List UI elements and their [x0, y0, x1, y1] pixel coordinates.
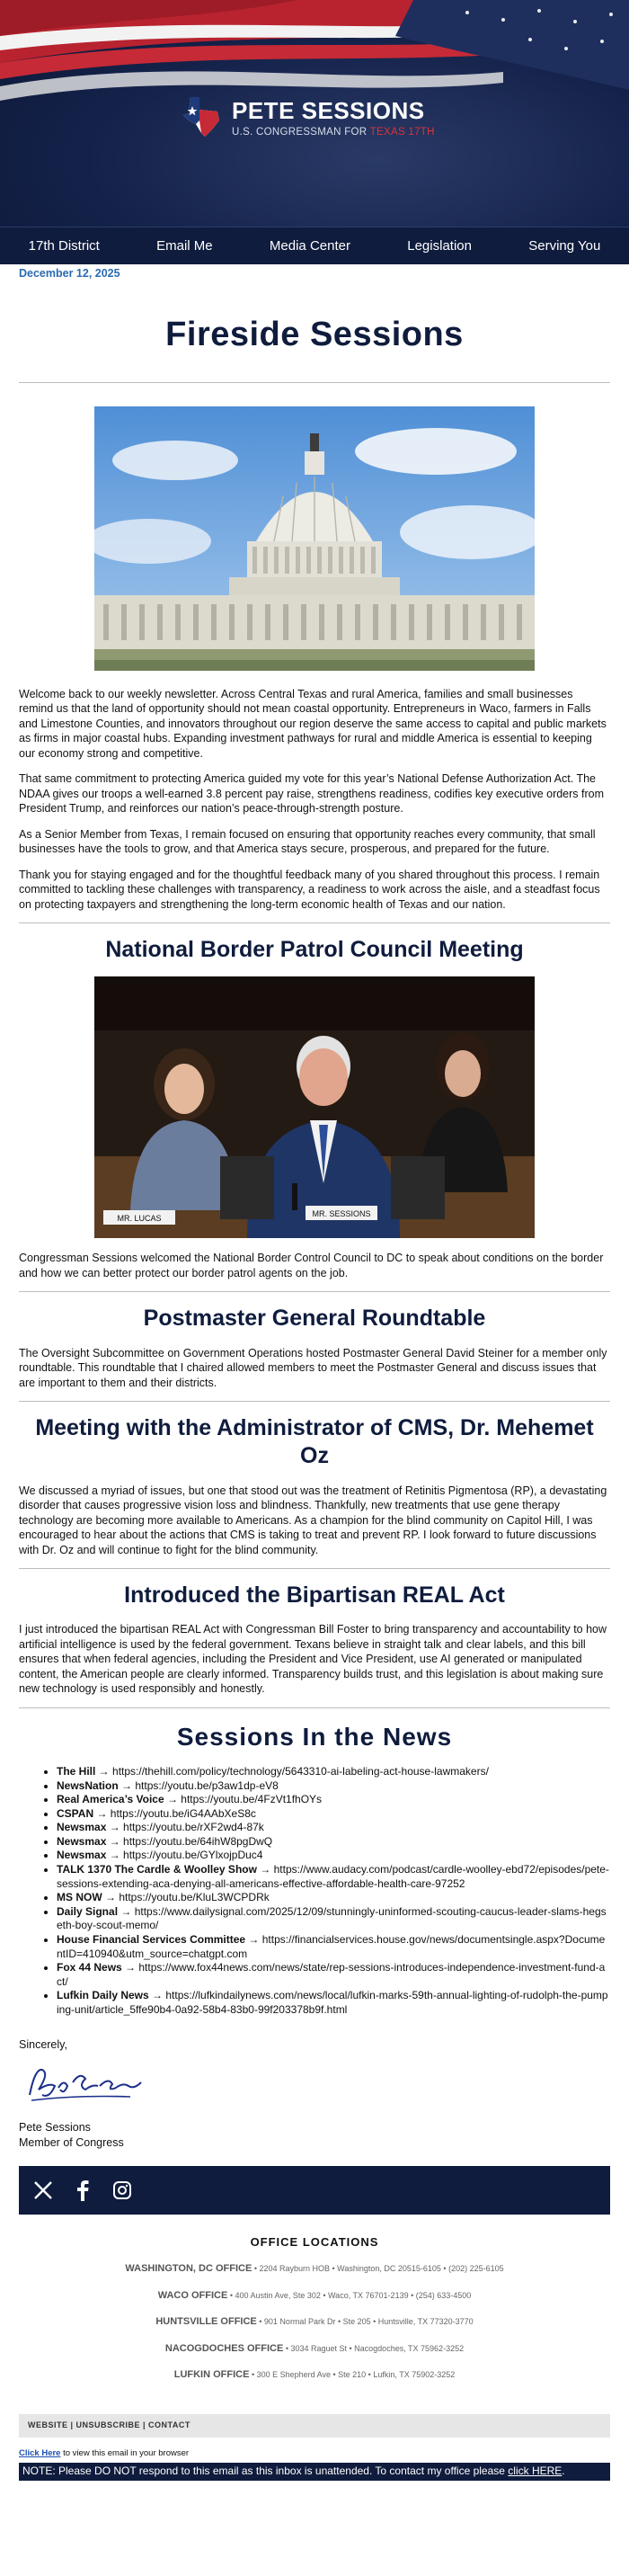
news-item — [57, 1779, 610, 1794]
divider — [19, 1568, 610, 1569]
nav-media-center[interactable]: Media Center — [269, 237, 350, 254]
news-url[interactable]: https://youtu.be/iG4AAbXeS8c — [110, 1806, 256, 1820]
facebook-icon[interactable] — [71, 2179, 94, 2202]
news-url[interactable]: https://lufkindailynews.com/news/local/lufkin-marks-59th-annual-lighting-of-rudolph-the-pumping-unit/article_5ffe90b4-0a92-58b4-83b0-99f203378b9f.html — [57, 1989, 608, 2016]
divider — [19, 382, 610, 383]
salutation: Sincerely, — [19, 2037, 67, 2051]
signer-role: Member of Congress — [19, 2135, 124, 2149]
newsletter-date: December 12, 2025 — [19, 267, 120, 280]
section-heading-border: National Border Patrol Council Meeting — [105, 937, 524, 963]
intro-paragraph: Welcome back to our weekly newsletter. Across Central Texas and rural America, families and small businesses remind us that the land of opportunity should not mean coastal opportunity. Entrepreneurs in Waco, farmers in Falls and Limestone Counties, and innovators throughout our region deserve the same access to capital and public markets as firms in major coastal hubs. Expanding investment pathways for rural and middle America is essential to keeping our economy strong and competitive. — [19, 687, 607, 760]
news-item — [57, 1807, 610, 1822]
news-source: Real America’s Voice — [57, 1793, 164, 1806]
news-item — [57, 1989, 610, 2017]
news-arrow: → — [106, 1849, 124, 1862]
news-item — [57, 1905, 610, 1933]
news-item — [57, 1835, 610, 1850]
news-item — [57, 1849, 610, 1863]
section-heading-cms: Meeting with the Administrator of CMS, Dr. Mehemet Oz — [35, 1415, 594, 1469]
divider — [19, 1401, 610, 1402]
divider — [19, 1291, 610, 1292]
news-source: The Hill — [57, 1764, 96, 1778]
news-source: House Financial Services Committee — [57, 1933, 246, 1947]
header-subtitle: U.S. CONGRESSMAN FOR TEXAS 17TH — [232, 127, 435, 138]
news-source: CSPAN — [57, 1806, 94, 1820]
news-arrow: → — [118, 1904, 135, 1918]
news-arrow: → — [106, 1821, 124, 1834]
header-logo[interactable] — [178, 90, 465, 144]
news-url[interactable]: https://financialservices.house.gov/news/documentsingle.aspx?DocumentID=410940&utm_source=chatgpt.com — [57, 1933, 606, 1960]
section-heading-real-act: Introduced the Bipartisan REAL Act — [124, 1582, 505, 1609]
office-waco: WACO OFFICE • 400 Austin Ave, Ste 302 • Waco, TX 76701-2139 • (254) 633-4500 — [157, 2289, 472, 2301]
section-body-postmaster: The Oversight Subcommittee on Government Operations hosted Postmaster General David Steiner for a member only roundtable. This roundtable that I chaired allowed members to meet the Postmaster General and discuss issues that are important to them and their districts. — [19, 1346, 607, 1389]
news-url[interactable]: https://www.audacy.com/podcast/cardle-woolley-ebd72/episodes/pete-sessions-extending-aca-denying-all-americans-effective-affordable-health-care-97252 — [57, 1863, 609, 1890]
office-huntsville: HUNTSVILLE OFFICE • 901 Normal Park Dr • Ste 205 • Huntsville, TX 77320-3770 — [155, 2316, 474, 2328]
news-source: Fox 44 News — [57, 1961, 122, 1974]
nav-email-me[interactable]: Email Me — [156, 237, 213, 254]
nav-legislation[interactable]: Legislation — [407, 237, 472, 254]
page-title: Fireside Sessions — [165, 315, 464, 353]
nameplate-center: MR. SESSIONS — [312, 1209, 371, 1219]
office-dc: WASHINGTON, DC OFFICE • 2204 Rayburn HOB • Washington, DC 20515-6105 • (202) 225-6105 — [125, 2263, 504, 2275]
news-arrow: → — [256, 1863, 274, 1876]
news-url[interactable]: https://youtu.be/KluL3WCPDRk — [119, 1891, 270, 1904]
news-arrow: → — [245, 1933, 262, 1947]
news-arrow: → — [121, 1961, 139, 1974]
unattended-note: NOTE: Please DO NOT respond to this email as this inbox is unattended. To contact my office please click HERE. — [19, 2463, 610, 2481]
news-source: TALK 1370 The Cardle & Woolley Show — [57, 1863, 257, 1876]
header-name: PETE SESSIONS — [232, 97, 425, 124]
x-icon[interactable] — [31, 2179, 55, 2202]
news-item — [57, 1891, 610, 1905]
news-url[interactable]: https://www.dailysignal.com/2025/12/09/stunningly-uninformed-scouting-caucus-leader-slams-hegseth-boy-scout-memo/ — [57, 1904, 607, 1932]
news-source: MS NOW — [57, 1891, 102, 1904]
signature-image — [22, 2059, 148, 2109]
header-banner — [0, 0, 629, 227]
texas-icon — [178, 94, 225, 140]
news-source: Newsmax — [57, 1849, 107, 1862]
section-body-real-act: I just introduced the bipartisan REAL Act with Congressman Bill Foster to bring transparency and accountability to how artificial intelligence is used by the federal government. Texans believe in straight talk and clear labels, and this bill ensures that when federal agencies, including the President and Vice President, use AI generated or manipulated content, the American people are clearly informed. Transparency builds trust, and this legislation is about making sure new technology is used responsibly and honestly. — [19, 1623, 607, 1696]
signer-name: Pete Sessions — [19, 2121, 91, 2135]
border-meeting-photo — [94, 976, 535, 1238]
contact-here-link[interactable]: click HERE — [508, 2465, 563, 2478]
news-item — [57, 1793, 610, 1807]
intro-paragraph: Thank you for staying engaged and for the thoughtful feedback many of you shared throughout this process. I remain committed to tackling these challenges with transparency, a readiness to work across the aisle, and a steadfast focus on protecting taxpayers and strengthening the long-term economic health of Texas and our nation. — [19, 868, 600, 911]
view-in-browser: Click Here to view this email in your browser — [19, 2447, 190, 2458]
news-item — [57, 1765, 610, 1779]
news-url[interactable]: https://youtu.be/p3aw1dp-eV8 — [135, 1778, 279, 1792]
news-item — [57, 1933, 610, 1961]
news-source: Newsmax — [57, 1821, 107, 1834]
instagram-icon[interactable] — [111, 2179, 134, 2202]
footer-links[interactable]: WEBSITE | UNSUBSCRIBE | CONTACT — [19, 2414, 610, 2438]
main-nav — [0, 227, 629, 264]
news-url[interactable]: https://youtu.be/64ihW8pgDwQ — [123, 1834, 273, 1848]
news-item — [57, 1821, 610, 1835]
news-arrow: → — [148, 1989, 166, 2002]
view-in-browser-link[interactable]: Click Here — [19, 2447, 61, 2458]
news-url[interactable]: https://thehill.com/policy/technology/5643310-ai-labeling-act-house-lawmakers/ — [112, 1764, 489, 1778]
news-heading: Sessions In the News — [176, 1722, 453, 1751]
social-bar — [19, 2166, 610, 2215]
news-url[interactable]: https://youtu.be/GYlxojpDuc4 — [123, 1849, 263, 1862]
office-locations — [19, 2234, 610, 2382]
news-arrow: → — [95, 1764, 113, 1778]
news-url[interactable]: https://youtu.be/4FzVt1fhOYs — [181, 1793, 323, 1806]
section-heading-postmaster: Postmaster General Roundtable — [143, 1306, 486, 1332]
news-source: NewsNation — [57, 1778, 119, 1792]
intro-paragraph: As a Senior Member from Texas, I remain focused on ensuring that opportunity reaches every community, that small businesses have the tools to grow, and that America stays secure, prosperous, and prepared for the future. — [19, 827, 596, 856]
capitol-photo — [94, 406, 535, 671]
news-arrow: → — [118, 1778, 136, 1792]
news-source: Newsmax — [57, 1834, 107, 1848]
offices-heading: OFFICE LOCATIONS — [250, 2235, 379, 2250]
news-url[interactable]: https://youtu.be/rXF2wd4-87k — [123, 1821, 264, 1834]
intro-paragraph: That same commitment to protecting America guided my vote for this year’s National Defense Authorization Act. The NDAA gives our troops a well-earned 3.8 percent pay raise, strengthens readiness, codifies key executive orders from President Trump, and reinforces our nation’s peace-through-strength posture. — [19, 772, 605, 816]
news-arrow: → — [164, 1793, 182, 1806]
news-url[interactable]: https://www.fox44news.com/news/state/rep-sessions-introduces-independence-investment-fund-act/ — [57, 1961, 606, 1988]
signature-block — [19, 2037, 610, 2151]
section-body-cms: We discussed a myriad of issues, but one that stood out was the treatment of Retinitis Pigmentosa (RP), a devastating disorder that causes progressive vision loss and blindness. Thankfully, new treatments that use gene therapy technology are becoming more available to Americans. As a champion for the blind community on Capitol Hill, I was encouraged to hear about the actions that CMS is taking to treat and prevent RP. I look forward to future discussions with Dr. Oz and will continue to fight for the blind community. — [19, 1484, 607, 1556]
nav-17th-district[interactable]: 17th District — [28, 237, 100, 254]
divider — [19, 1707, 610, 1708]
nav-serving-you[interactable]: Serving You — [528, 237, 601, 254]
news-list — [57, 1765, 610, 2018]
news-source: Lufkin Daily News — [57, 1989, 149, 2002]
news-arrow: → — [93, 1806, 111, 1820]
news-source: Daily Signal — [57, 1904, 119, 1918]
news-arrow: → — [102, 1891, 120, 1904]
section-body-border: Congressman Sessions welcomed the National Border Control Council to DC to speak about conditions on the border and how we can better protect our border patrol agents on the job. — [19, 1252, 604, 1279]
news-item — [57, 1961, 610, 1989]
office-nacogdoches: NACOGDOCHES OFFICE • 3034 Raguet St • Nacogdoches, TX 75962-3252 — [164, 2342, 465, 2354]
news-item — [57, 1863, 610, 1891]
office-lufkin: LUFKIN OFFICE • 300 E Shepherd Ave • Ste 210 • Lufkin, TX 75902-3252 — [173, 2369, 456, 2381]
nameplate-left: MR. LUCAS — [117, 1214, 162, 1224]
news-arrow: → — [106, 1834, 124, 1848]
